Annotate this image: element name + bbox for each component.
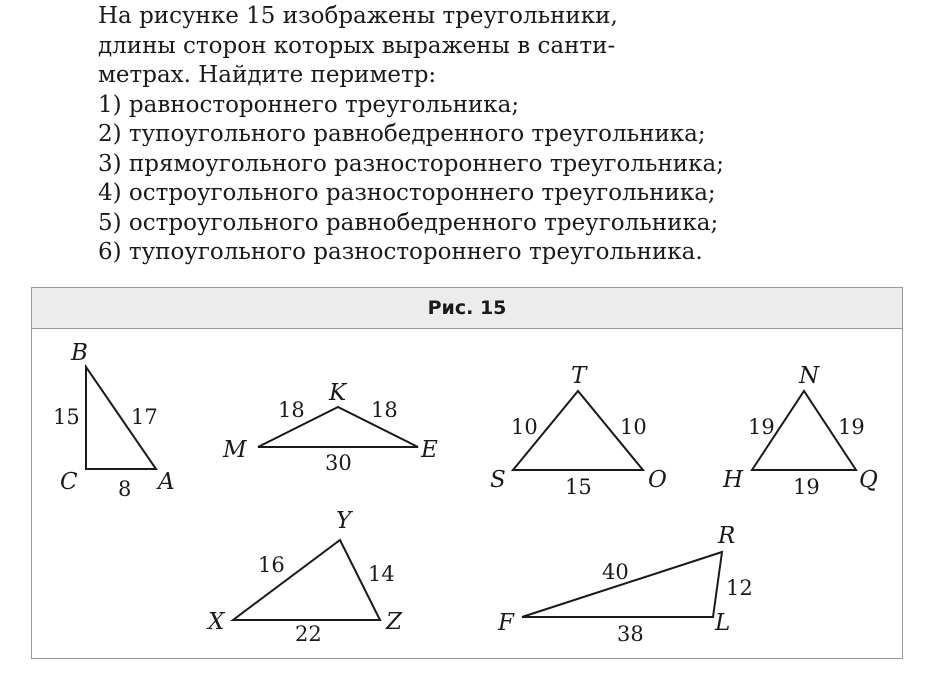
vertex-label-x: X xyxy=(208,609,225,635)
side-label-fl: 38 xyxy=(617,622,644,646)
vertex-label-f: F xyxy=(498,610,514,636)
vertex-label-c: C xyxy=(60,469,78,495)
side-label-hn: 19 xyxy=(748,415,775,439)
side-label-xz: 22 xyxy=(295,622,322,646)
task-item-2: 2) тупоугольного равнобедренного треугольника; xyxy=(98,121,706,147)
side-label-mk: 18 xyxy=(278,398,305,422)
side-label-st: 10 xyxy=(511,415,538,439)
problem-line: На рисунке 15 изображены треугольники, xyxy=(98,3,618,29)
triangle-bca xyxy=(53,340,175,501)
triangle-xyz xyxy=(206,508,403,646)
vertex-label-r: R xyxy=(718,523,736,549)
vertex-label-e: E xyxy=(421,437,438,463)
vertex-label-n: N xyxy=(799,363,820,389)
side-label-hq: 19 xyxy=(793,475,820,499)
triangle-hnq xyxy=(722,363,878,499)
vertex-label-k: K xyxy=(329,380,347,406)
vertex-label-a: A xyxy=(158,469,175,495)
vertex-label-q: Q xyxy=(859,467,878,493)
triangle-xyz-outline xyxy=(233,540,380,620)
side-label-yz: 14 xyxy=(368,562,395,586)
vertex-label-o: O xyxy=(648,467,667,493)
vertex-label-b: B xyxy=(71,340,88,366)
vertex-label-h: H xyxy=(723,467,744,493)
triangle-mke xyxy=(222,380,438,475)
problem-line: метрах. Найдите периметр: xyxy=(98,62,437,88)
side-label-rl: 12 xyxy=(726,576,753,600)
vertex-label-l: L xyxy=(715,610,731,636)
task-item-6: 6) тупоугольного разностороннего треугольника. xyxy=(98,239,703,265)
task-item-1: 1) равностороннего треугольника; xyxy=(98,91,520,118)
vertex-label-s: S xyxy=(490,467,506,493)
vertex-label-m: M xyxy=(223,437,247,463)
side-label-to: 10 xyxy=(620,415,647,439)
task-item-5: 5) остроугольного равнобедренного треугольника; xyxy=(98,209,719,236)
problem-line: длины сторон которых выражены в санти- xyxy=(98,32,616,59)
side-label-fr: 40 xyxy=(602,560,629,584)
side-label-ca: 8 xyxy=(118,477,132,501)
vertex-label-t: T xyxy=(571,363,587,389)
triangle-frl xyxy=(497,523,753,646)
task-item-3: 3) прямоугольного разностороннего треугольника; xyxy=(98,150,724,177)
triangle-sto xyxy=(490,363,667,499)
side-label-ba: 17 xyxy=(131,405,158,429)
figure-caption: Рис. 15 xyxy=(32,288,902,329)
side-label-me: 30 xyxy=(325,451,352,475)
task-item-4: 4) остроугольного разностороннего треугольника; xyxy=(98,180,716,206)
side-label-ke: 18 xyxy=(371,398,398,422)
side-label-so: 15 xyxy=(565,475,592,499)
vertex-label-y: Y xyxy=(336,508,352,534)
side-label-bc: 15 xyxy=(53,405,80,429)
vertex-label-z: Z xyxy=(386,609,402,635)
side-label-nq: 19 xyxy=(838,415,865,439)
side-label-xy: 16 xyxy=(258,553,285,577)
